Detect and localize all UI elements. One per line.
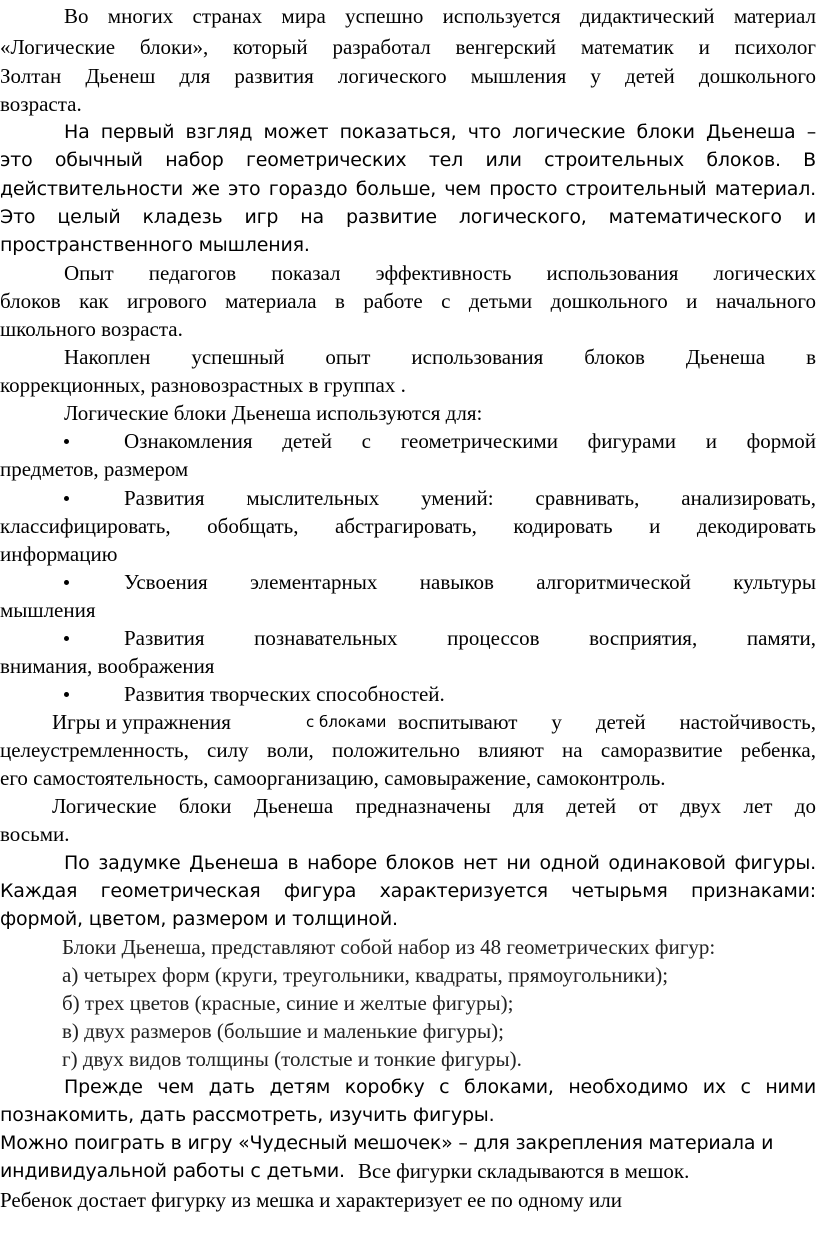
bag-game-line-3: Ребенок достает фигурку из мешка и характеризует ее по одному или (0, 1188, 622, 1212)
paragraph-1-line-1: Во многих странах мира успешно используется дидактический материал (64, 4, 816, 28)
bullet-2-line-3: информацию (0, 542, 118, 566)
bag-game-line-2-part-1: индивидуальной работы с детьми. (0, 1160, 345, 1182)
bullet-2-line-1: Развития мыслительных умений: сравнивать, анализировать, (124, 486, 816, 510)
games-paragraph-line-3: его самостоятельность, самоорганизацию, самовыражение, самоконтроль. (0, 766, 666, 790)
bullet-4-line-2: внимания, воображения (0, 654, 215, 678)
set-item-c: в) двух размеров (большие и маленькие фигуры); (62, 1019, 504, 1043)
paragraph-3-line-1: Опыт педагогов показал эффективность использования логических (64, 261, 816, 285)
set-item-b: б) трех цветов (красные, синие и желтые фигуры); (62, 991, 514, 1015)
bullet-3-line-2: мышления (0, 598, 96, 622)
intro-box-line-2: познакомить, дать рассмотреть, изучить фигуры. (0, 1104, 495, 1126)
bullet-2-line-2: классифицировать, обобщать, абстрагировать, кодировать и декодировать (0, 514, 816, 538)
set-item-d: г) двух видов толщины (толстые и тонкие фигуры). (62, 1047, 522, 1071)
list-intro: Логические блоки Дьенеша используются для: (64, 401, 483, 425)
paragraph-1-line-2: «Логические блоки», который разработал венгерский математик и психолог (0, 35, 816, 59)
bag-game-line-2 (0, 1157, 816, 1185)
concept-paragraph-line-1: По задумке Дьенеша в наборе блоков нет ни одной одинаковой фигуры. (64, 852, 816, 874)
paragraph-2-line-3: действительности же это гораздо больше, чем просто строительный материал. (0, 178, 816, 200)
games-small-text: с блоками (306, 713, 387, 731)
bullet-5-line-1: Развития творческих способностей. (124, 682, 445, 706)
paragraph-1-line-3: Золтан Дьенеш для развития логического мышления у детей дошкольного (0, 64, 816, 88)
intro-box-line-1: Прежде чем дать детям коробку с блоками, необходимо их с ними (64, 1076, 816, 1098)
concept-paragraph-line-2: Каждая геометрическая фигура характеризуется четырьмя признаками: (0, 880, 816, 902)
paragraph-3-line-2: блоков как игрового материала в работе с детьми дошкольного и начального (0, 289, 816, 313)
paragraph-2-line-1: На первый взгляд может показаться, что логические блоки Дьенеша – (64, 121, 816, 143)
paragraph-2-line-4: Это целый кладезь игр на развитие логического, математического и (0, 206, 816, 228)
bullet-3-line-1: Усвоения элементарных навыков алгоритмической культуры (124, 570, 816, 594)
concept-paragraph-line-3: формой, цветом, размером и толщиной. (0, 908, 398, 930)
paragraph-4-line-1: Накоплен успешный опыт использования блоков Дьенеша в (64, 345, 816, 369)
set-intro: Блоки Дьенеша, представляют собой набор из 48 геометрических фигур: (62, 935, 716, 959)
games-paragraph-line-2: целеустремленность, силу воли, положительно влияют на саморазвитие ребенка, (0, 738, 816, 762)
bullet-1-line-2: предметов, размером (0, 457, 189, 481)
bag-game-line-2-part-2: Все фигурки складываются в мешок. (358, 1159, 690, 1183)
paragraph-2-line-2: это обычный набор геометрических тел или строительных блоков. В (0, 149, 816, 171)
paragraph-4-line-2: коррекционных, разновозрастных в группах . (0, 373, 406, 397)
games-paragraph-line-1 (0, 708, 816, 736)
ages-paragraph-line-1: Логические блоки Дьенеша предназначены для детей от двух лет до (52, 794, 816, 818)
games-prefix: Игры и упражнения (52, 710, 231, 734)
paragraph-2-line-5: пространственного мышления. (0, 234, 310, 256)
set-item-a: а) четырех форм (круги, треугольники, квадраты, прямоугольники); (62, 963, 669, 987)
ages-paragraph-line-2: восьми. (0, 822, 70, 846)
bullet-1-line-1: Ознакомления детей с геометрическими фигурами и формой (124, 429, 816, 453)
bullet-4-line-1: Развития познавательных процессов восприятия, памяти, (124, 626, 816, 650)
games-suffix: воспитывают у детей настойчивость, (398, 710, 816, 734)
bag-game-line-1: Можно поиграть в игру «Чудесный мешочек» – для закрепления материала и (0, 1132, 774, 1154)
paragraph-3-line-3: школьного возраста. (0, 317, 183, 341)
paragraph-1-line-4: возраста. (0, 92, 82, 116)
